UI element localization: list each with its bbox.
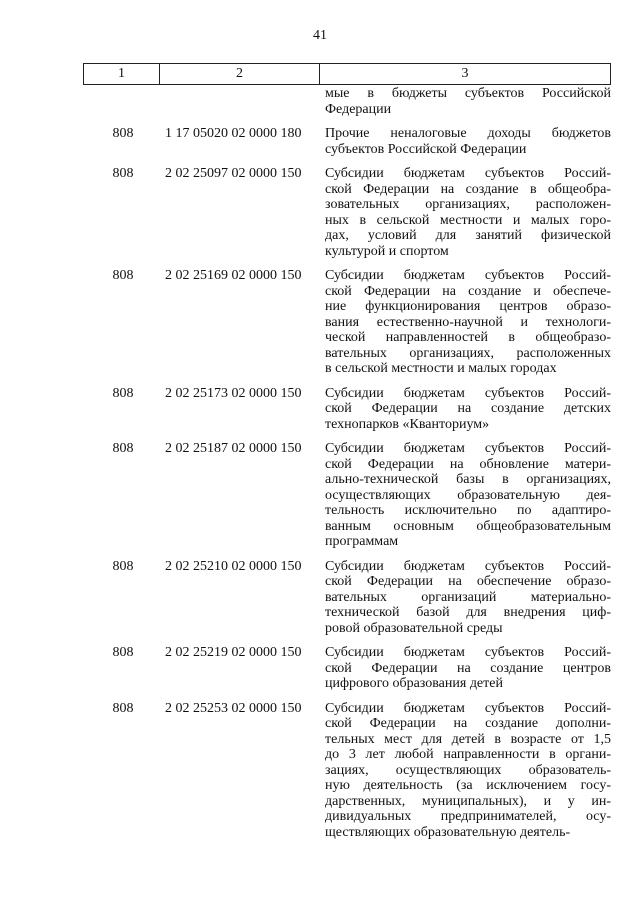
budget-code-cell [159,86,319,117]
description-cell [319,441,611,550]
description-cell [319,386,611,433]
column-header-3: 3 [461,66,469,81]
admin-code-cell: 808 [112,385,134,401]
description-line: ской Федерации на обеспечение образо- [325,574,611,589]
description-line: ществляющих образовательную деятель- [325,824,571,840]
budget-code-cell: 2 02 25253 02 0000 150 [165,700,302,716]
description-line: ванным основным общеобразовательным [325,518,611,534]
budget-code-cell: 2 02 25219 02 0000 150 [165,645,302,660]
description-line: ской Федерации на создание центров [325,660,611,676]
admin-code-cell: 808 [112,441,134,456]
description-line: вательных организаций материально- [325,589,611,605]
description-cell [319,559,611,637]
description-cell [319,701,611,841]
admin-code-cell: 808 [112,558,134,574]
admin-code-cell [83,86,159,117]
description-line: в сельской местности и малых городах [325,361,557,376]
table-row [83,645,611,692]
table-row [83,441,611,550]
admin-code-cell: 808 [112,268,134,283]
budget-code-cell: 2 02 25097 02 0000 150 [165,166,302,181]
table-row [83,701,611,841]
budget-code-cell: 2 02 25173 02 0000 150 [165,385,302,401]
table-row [83,559,611,637]
description-line: Субсидии бюджетам субъектов Россий- [325,268,611,283]
description-line: ние функционирования центров образо- [325,299,611,314]
description-line: мые в бюджеты субъектов Российской [325,86,611,101]
description-line: Субсидии бюджетам субъектов Россий- [325,645,611,660]
description-line: осуществляющих образовательную дея- [325,487,611,503]
description-line: Субсидии бюджетам субъектов Россий- [325,385,611,401]
description-line: зациях, осуществляющих образователь- [325,762,611,778]
description-line: Субсидии бюджетам субъектов Россий- [325,558,611,574]
table-row [83,126,611,157]
description-line: дах, условий для занятий физической [325,228,611,243]
description-line: Федерации [325,101,392,117]
budget-code-cell: 2 02 25169 02 0000 150 [165,268,302,283]
description-cell [319,86,611,117]
budget-code-cell: 2 02 25187 02 0000 150 [165,441,302,456]
description-line: ную деятельность (за исключением госу- [325,778,611,793]
budget-code-cell: 2 02 25210 02 0000 150 [165,558,302,574]
description-line: Субсидии бюджетам субъектов Россий- [325,700,611,716]
description-line: технической базой для внедрения циф- [325,605,611,620]
admin-code-cell: 808 [112,700,134,716]
description-line: технопарков «Кванториум» [325,416,490,432]
description-line: ской Федерации на создание и обеспече- [325,283,611,299]
description-line: вательных организациях, расположенных [325,345,611,361]
admin-code-cell: 808 [112,166,134,181]
page-number: 41 [313,28,327,43]
description-cell [319,645,611,692]
description-line: ально-технической базы в организациях, [325,472,611,487]
description-line: тельность исключительно по адаптиро- [325,503,611,518]
column-header-2: 2 [160,64,320,84]
description-line: Прочие неналоговые доходы бюджетов [325,126,611,141]
description-line: ской Федерации на создание дополни- [325,716,611,731]
description-line: зовательных организациях, расположен- [325,197,611,212]
description-cell [319,166,611,259]
description-line: тельных мест для детей в возрасте от 1,5 [325,731,611,747]
admin-code-cell: 808 [112,645,134,660]
table-header [83,63,611,85]
description-line: дивидуальных предпринимателей, осу- [325,809,611,824]
description-line: ской Федерации на обновление матери- [325,456,611,472]
description-line: ской Федерации на создание детских [325,401,611,416]
description-line: до 3 лет любой направленности в органи- [325,747,611,762]
budget-code-cell: 1 17 05020 02 0000 180 [165,126,302,141]
table-row [83,268,611,377]
description-cell [319,126,611,157]
description-line: ческой направленностей в общеобразо- [325,330,611,345]
description-line: цифрового образования детей [325,676,503,691]
description-cell [319,268,611,377]
description-line: ской Федерации на создание в общеобра- [325,181,611,197]
description-line: дарственных, муниципальных), и у ин- [325,793,611,809]
table-row [83,386,611,433]
table-row [83,86,611,117]
description-line: Субсидии бюджетам субъектов Россий- [325,441,611,456]
description-line: культурой и спортом [325,243,449,259]
column-header-1: 1 [84,64,160,84]
description-line: Субсидии бюджетам субъектов Россий- [325,166,611,181]
description-line: субъектов Российской Федерации [325,141,527,157]
admin-code-cell: 808 [112,126,134,141]
description-line: вания естественно-научной и технологи- [325,314,611,330]
table-body [83,86,611,849]
description-line: ровой образовательной среды [325,620,503,636]
description-line: ных в сельской местности и малых горо- [325,212,611,228]
description-line: программам [325,534,399,549]
table-row [83,166,611,259]
